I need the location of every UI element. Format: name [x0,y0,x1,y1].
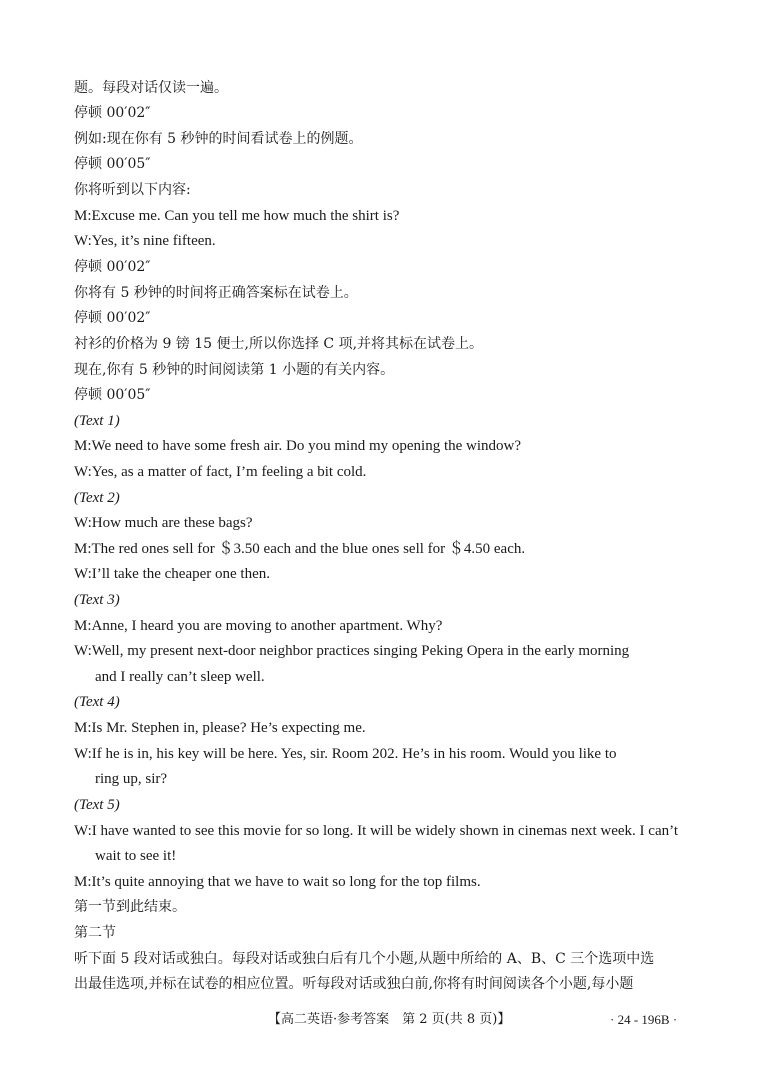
footer-page-info: 【高二英语·参考答案 第 2 页(共 8 页)】 [268,1012,511,1027]
dialogue-line: W:I have wanted to see this movie for so long. It will be widely shown in cinemas next week. I can’t [74,823,679,839]
pause-line: 停顿 00′05″ [74,387,151,403]
instruction-line: 出最佳选项,并标在试卷的相应位置。听每段对话或独白前,你将有时间阅读各个小题,每小题 [74,976,634,992]
pause-line: 停顿 00′05″ [74,156,151,172]
dialogue-line: M:We need to have some fresh air. Do you mind my opening the window? [74,438,522,454]
dialogue-line: M:Excuse me. Can you tell me how much the shirt is? [74,208,400,224]
dialogue-line: W:Well, my present next-door neighbor practices singing Peking Opera in the early morning [74,643,630,659]
text-line: 你将听到以下内容: [74,182,191,198]
text-line: 题。每段对话仅读一遍。 [74,80,228,96]
page-footer [0,1011,764,1031]
text-line: 现在,你有 5 秒钟的时间阅读第 1 小题的有关内容。 [74,362,395,378]
text-line: 第一节到此结束。 [74,899,186,915]
pause-line: 停顿 00′02″ [74,105,151,121]
dialogue-line: M:Is Mr. Stephen in, please? He’s expecting me. [74,720,366,736]
dialogue-line: M:It’s quite annoying that we have to wait so long for the top films. [74,874,481,890]
text-heading: (Text 4) [74,694,120,710]
text-line: 衬衫的价格为 9 镑 15 便士,所以你选择 C 项,并将其标在试卷上。 [74,336,484,352]
dialogue-line: W:Yes, as a matter of fact, I’m feeling a bit cold. [74,464,367,480]
dialogue-line: W:I’ll take the cheaper one then. [74,566,271,582]
dialogue-line: W:How much are these bags? [74,515,253,531]
dialogue-line-continued: and I really can’t sleep well. [95,669,265,685]
dialogue-line: M:The red ones sell for ＄3.50 each and the blue ones sell for ＄4.50 each. [74,541,526,557]
text-heading: (Text 1) [74,413,120,429]
dialogue-line-continued: ring up, sir? [95,771,168,787]
text-line: 你将有 5 秒钟的时间将正确答案标在试卷上。 [74,285,358,301]
section-heading: 第二节 [74,925,116,941]
dialogue-line-continued: wait to see it! [95,848,177,864]
footer-code: · 24 - 196B · [610,1012,678,1027]
pause-line: 停顿 00′02″ [74,259,151,275]
text-line: 例如:现在你有 5 秒钟的时间看试卷上的例题。 [74,131,363,147]
text-heading: (Text 3) [74,592,120,608]
dialogue-line: M:Anne, I heard you are moving to another apartment. Why? [74,618,443,634]
pause-line: 停顿 00′02″ [74,310,151,326]
dialogue-line: W:Yes, it’s nine fifteen. [74,233,216,249]
text-heading: (Text 5) [74,797,120,813]
instruction-line: 听下面 5 段对话或独白。每段对话或独白后有几个小题,从题中所给的 A、B、C 三个选项中选 [74,951,655,967]
text-heading: (Text 2) [74,490,120,506]
dialogue-line: W:If he is in, his key will be here. Yes, sir. Room 202. He’s in his room. Would you like to [74,746,617,762]
